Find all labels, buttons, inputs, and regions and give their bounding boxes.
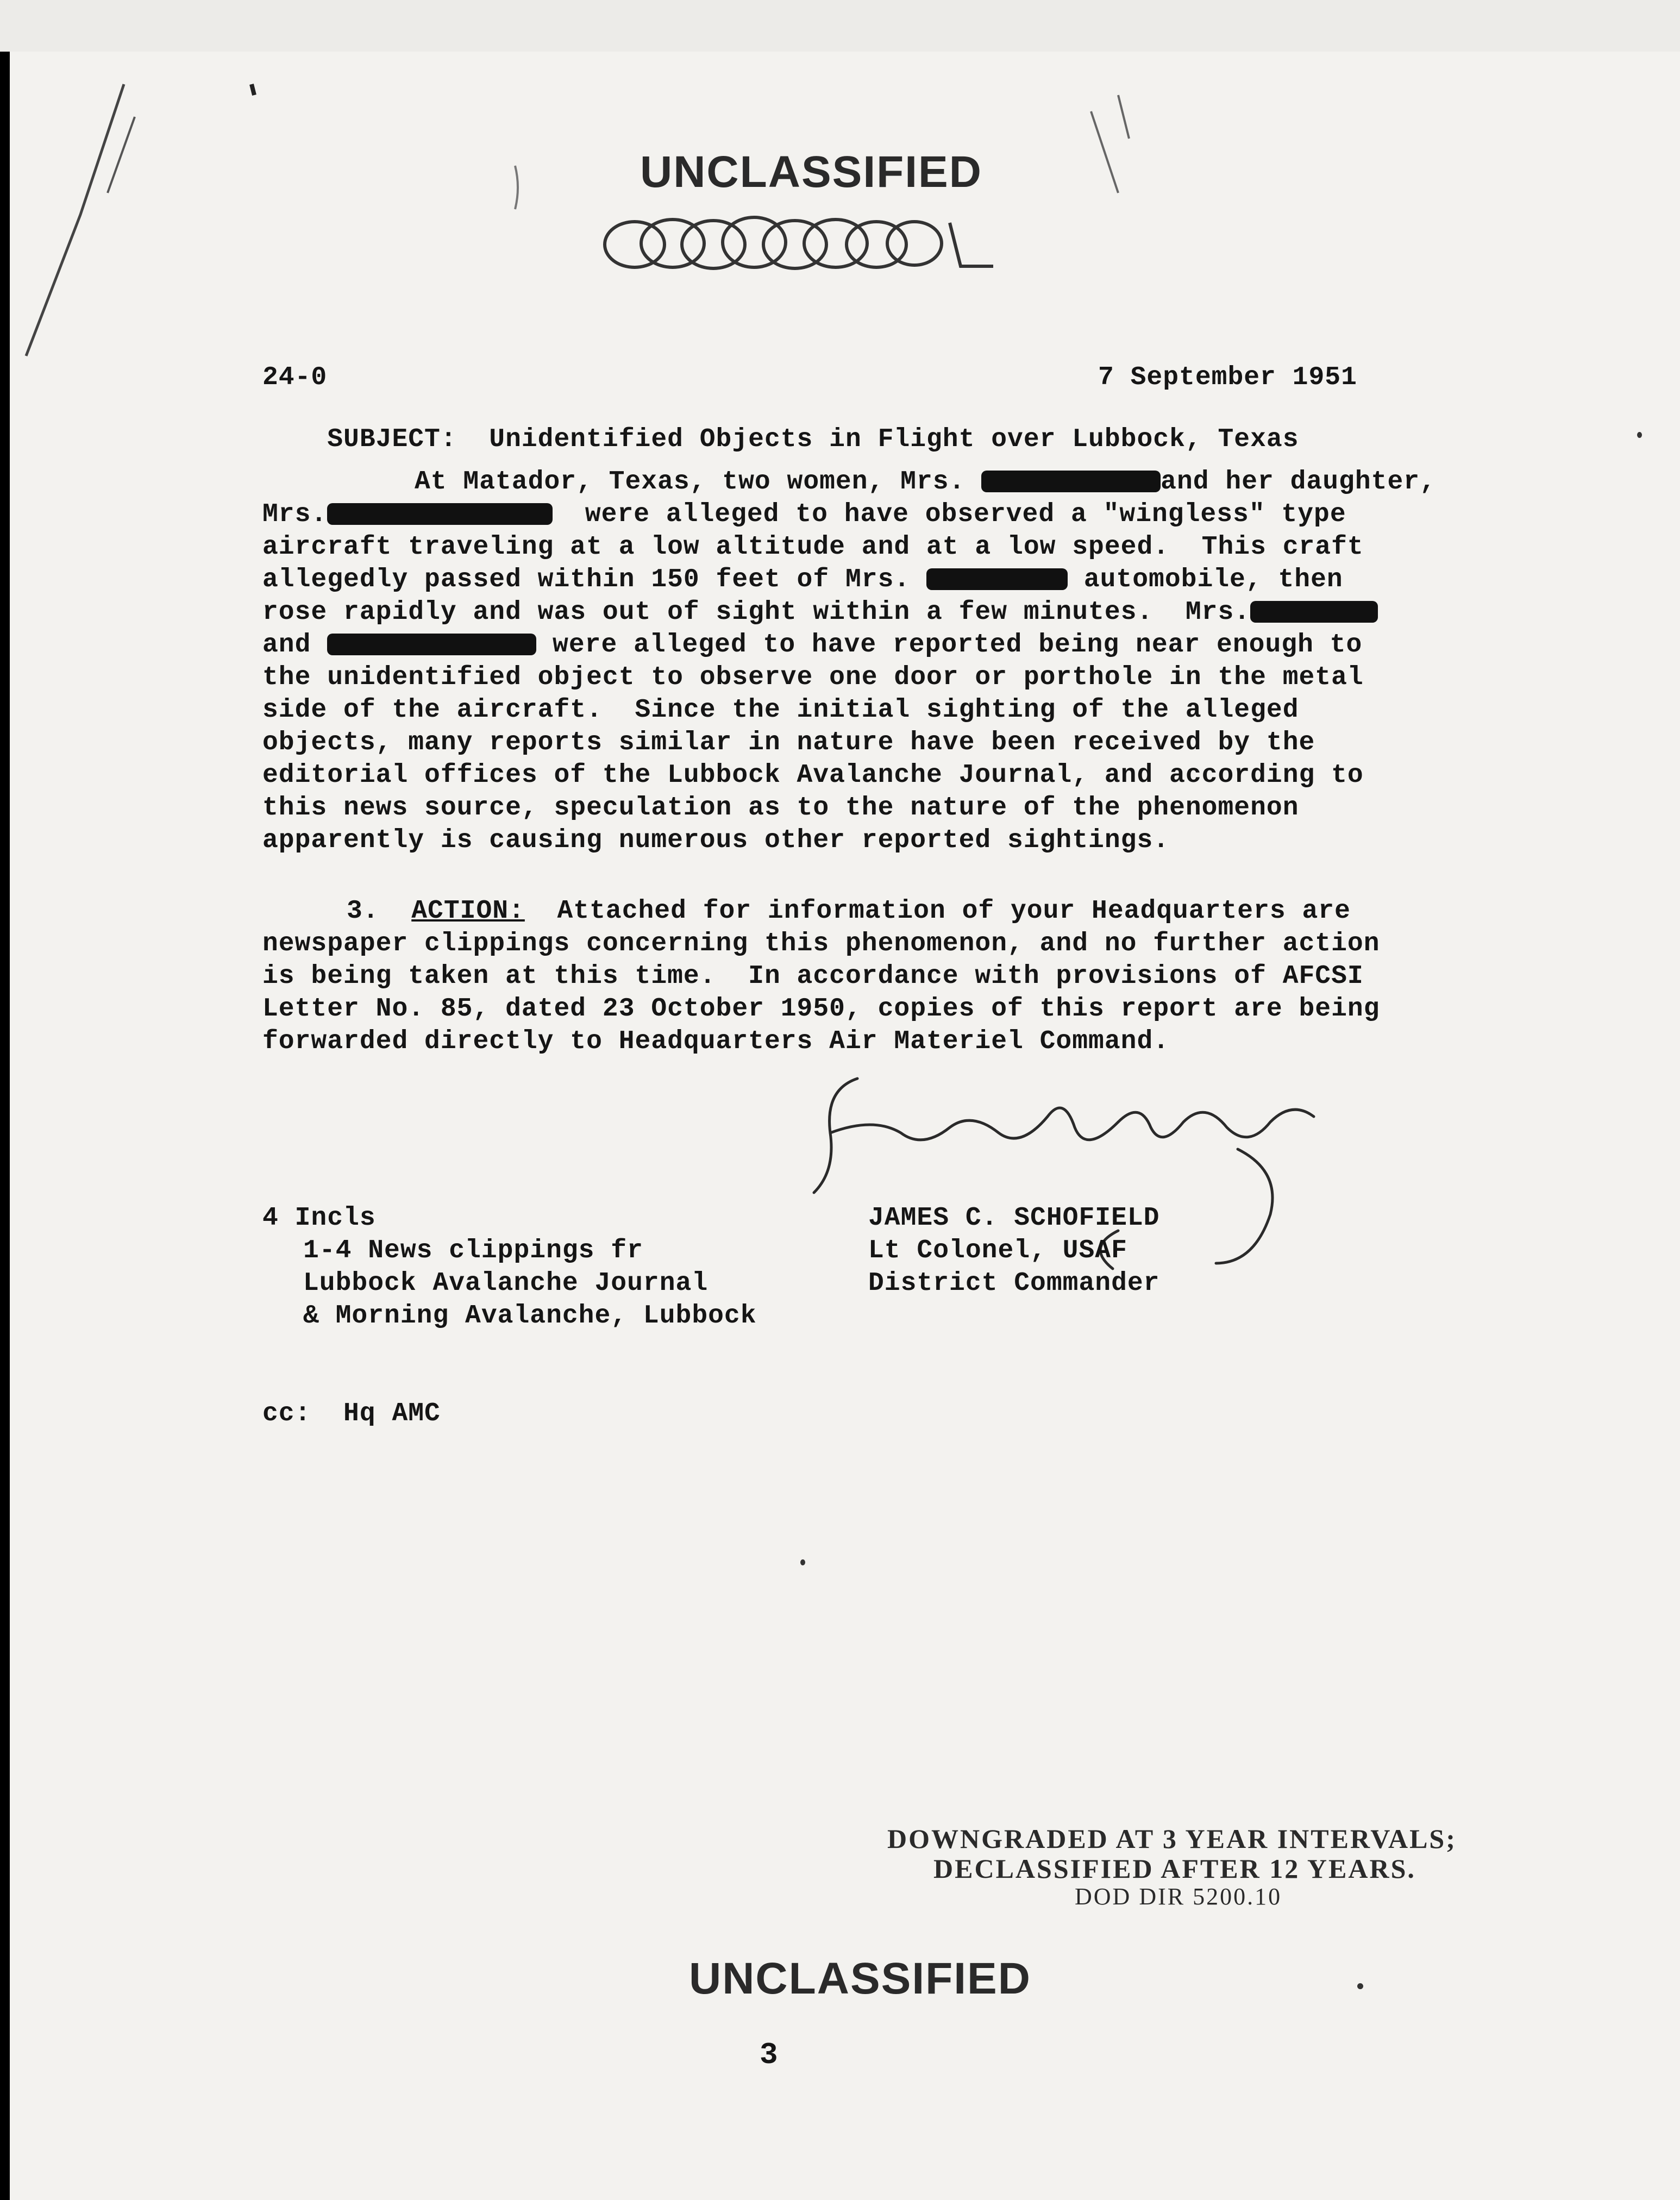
signer-name: JAMES C. SCHOFIELD bbox=[868, 1204, 1160, 1233]
para3-line-4: Letter No. 85, dated 23 October 1950, copies of this report are being bbox=[262, 994, 1380, 1024]
enclosure-line-1: 1-4 News clippings fr bbox=[303, 1236, 643, 1265]
para1-line-5: rose rapidly and was out of sight within a few minutes. Mrs. bbox=[262, 598, 1378, 627]
para1-line-10: editorial offices of the Lubbock Avalanche Journal, and according to bbox=[262, 761, 1364, 790]
para3-line-2: newspaper clippings concerning this phenomenon, and no further action bbox=[262, 929, 1380, 958]
page-number: 3 bbox=[760, 2038, 779, 2072]
para1-line-2: Mrs. were alleged to have observed a "wingless" type bbox=[262, 500, 1346, 529]
redaction-bar bbox=[327, 634, 536, 655]
action-heading: ACTION: bbox=[411, 897, 525, 926]
para1-line-9: objects, many reports similar in nature have been received by the bbox=[262, 728, 1315, 757]
redaction-bar bbox=[327, 503, 553, 525]
para1-line-7: the unidentified object to observe one door or porthole in the metal bbox=[262, 663, 1364, 692]
para3-line-1: 3. ACTION: Attached for information of your Headquarters are bbox=[347, 897, 1351, 926]
downgrade-stamp-line-1: DOWNGRADED AT 3 YEAR INTERVALS; bbox=[887, 1823, 1457, 1854]
para1-line-4: allegedly passed within 150 feet of Mrs. automobile, then bbox=[262, 565, 1343, 594]
cc-line bbox=[262, 1399, 441, 1428]
redaction-bar bbox=[981, 471, 1161, 492]
stray-mark bbox=[1637, 432, 1642, 438]
document-page bbox=[10, 52, 1680, 2200]
stray-mark bbox=[800, 1559, 805, 1565]
para3-line-3: is being taken at this time. In accordance with provisions of AFCSI bbox=[262, 962, 1364, 991]
downgrade-stamp-line-3: DOD DIR 5200.10 bbox=[1075, 1883, 1282, 1910]
para1-line-8: side of the aircraft. Since the initial sighting of the alleged bbox=[262, 695, 1299, 725]
signer-rank: Lt Colonel, USAF bbox=[868, 1236, 1127, 1265]
para1-line-11: this news source, speculation as to the nature of the phenomenon bbox=[262, 793, 1299, 823]
enclosure-count: 4 Incls bbox=[262, 1204, 376, 1233]
para3-number: 3. bbox=[347, 897, 379, 926]
cc-value: Hq AMC bbox=[343, 1399, 441, 1428]
para1-line-1: At Matador, Texas, two women, Mrs. and her daughter, bbox=[415, 467, 1436, 497]
enclosure-line-3: & Morning Avalanche, Lubbock bbox=[303, 1301, 757, 1331]
cc-label: cc: bbox=[262, 1399, 311, 1428]
stray-mark bbox=[1357, 1983, 1363, 1989]
para3-line-5: forwarded directly to Headquarters Air Materiel Command. bbox=[262, 1027, 1170, 1056]
para1-line-6: and were alleged to have reported being near enough to bbox=[262, 630, 1363, 660]
para1-line-3: aircraft traveling at a low altitude and at a low speed. This craft bbox=[262, 532, 1364, 562]
redaction-bar bbox=[926, 568, 1068, 590]
memo-date: 7 September 1951 bbox=[1098, 363, 1357, 392]
subject-text: Unidentified Objects in Flight over Lubbock, Texas bbox=[489, 425, 1299, 454]
para1-line-12: apparently is causing numerous other reported sightings. bbox=[262, 826, 1170, 855]
classification-stamp-top: UNCLASSIFIED bbox=[640, 147, 982, 197]
scribble-obliteration bbox=[602, 206, 1015, 283]
redaction-bar bbox=[1250, 601, 1378, 623]
subject-label: SUBJECT: bbox=[327, 425, 457, 454]
file-number: 24-0 bbox=[262, 363, 328, 392]
scan-border-top bbox=[0, 0, 1680, 52]
enclosure-line-2: Lubbock Avalanche Journal bbox=[303, 1269, 709, 1298]
downgrade-stamp-line-2: DECLASSIFIED AFTER 12 YEARS. bbox=[933, 1853, 1416, 1884]
classification-stamp-bottom: UNCLASSIFIED bbox=[689, 1954, 1031, 2003]
signer-title: District Commander bbox=[868, 1269, 1160, 1298]
